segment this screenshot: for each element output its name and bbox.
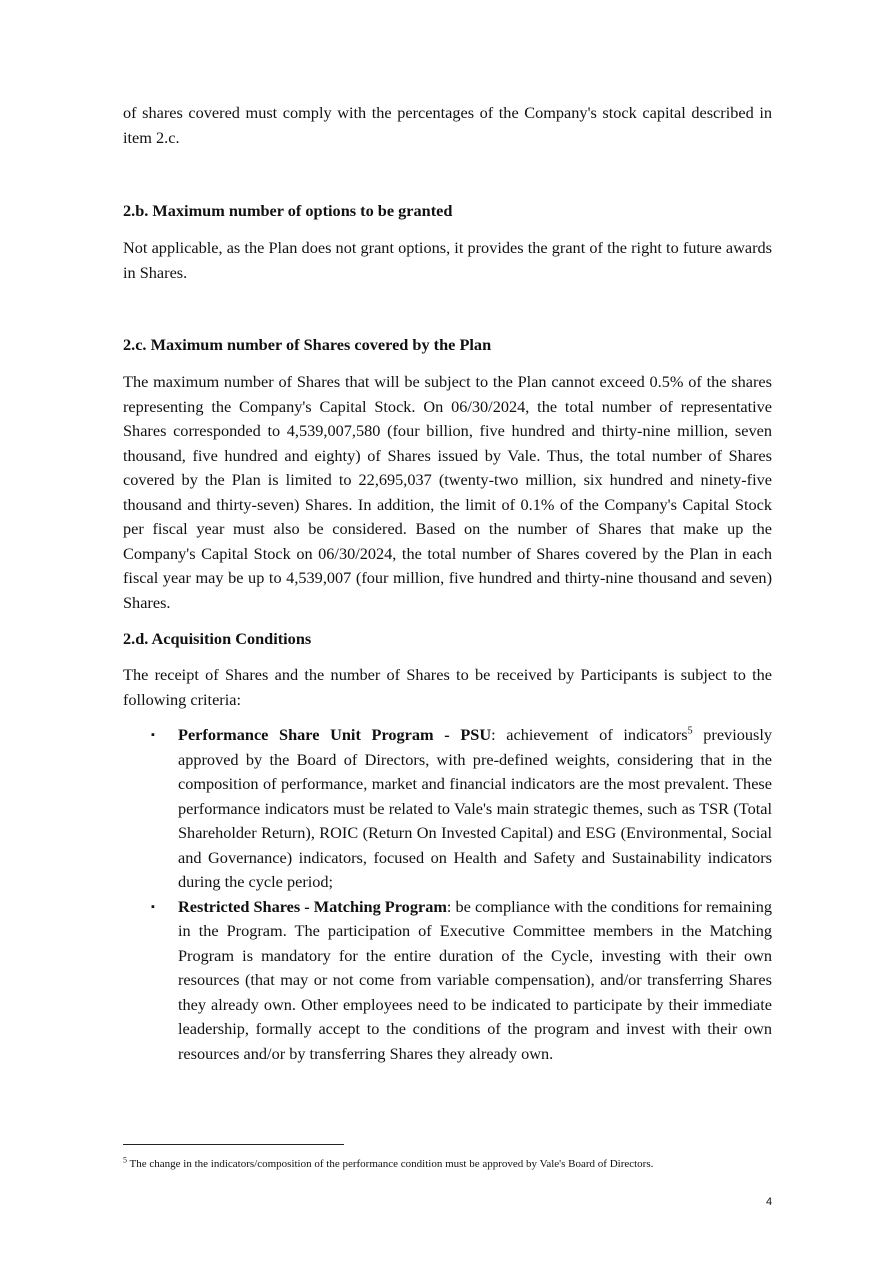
acquisition-criteria-list <box>123 723 772 1066</box>
footnote-reference: 5 <box>687 725 693 737</box>
footnote-text: The change in the indicators/composition of the performance condition must be approved by Vale's Board of Directors. <box>127 1158 654 1170</box>
page-number: 4 <box>766 1196 773 1208</box>
section-2d-heading: 2.d. Acquisition Conditions <box>123 629 312 648</box>
bullet-label: Restricted Shares - Matching Program <box>178 896 447 916</box>
section-2c-heading: 2.c. Maximum number of Shares covered by the Plan <box>123 335 492 354</box>
bullet-square-icon: ▪ <box>151 729 155 741</box>
list-item-psu <box>123 723 772 895</box>
bullet-label: Performance Share Unit Program - PSU <box>178 725 492 744</box>
list-item-matching <box>123 895 772 1067</box>
section-2d-intro: The receipt of Shares and the number of Shares to be received by Participants is subject to the following criteria: <box>123 665 772 709</box>
bullet-text: : be compliance with the conditions for remaining in the Program. The participation of Executive Committee members in the Matching Program is mandatory for the entire duration of the Cycle, investing with their own resources (that may or not come from variable compensation), and/or transferring Shares they already own. Other employees need to be indicated to participate by their immediate leadership, formally accept to the conditions of the program and invest with their own resources and/or by transferring Shares they already own. <box>178 896 773 1063</box>
bullet-text-continued: previously approved by the Board of Directors, with pre-defined weights, considering that in the composition of performance, market and financial indicators are the most prevalent. These performance indicators must be related to Vale's main strategic themes, such as TSR (Total Shareholder Return), ROIC (Return On Invested Capital) and ESG (Environmental, Social and Governance) indicators, focused on Health and Safety and Sustainability indicators during the cycle period; <box>178 725 772 891</box>
intro-paragraph: of shares covered must comply with the percentages of the Company's stock capital described in item 2.c. <box>123 103 772 147</box>
section-2b-heading: 2.b. Maximum number of options to be granted <box>123 201 453 220</box>
bullet-text: : achievement of indicators <box>491 725 688 744</box>
bullet-square-icon: ▪ <box>151 900 155 913</box>
section-2b-paragraph: Not applicable, as the Plan does not grant options, it provides the grant of the right to future awards in Shares. <box>123 238 772 282</box>
section-2c-paragraph: The maximum number of Shares that will be subject to the Plan cannot exceed 0.5% of the shares representing the Company's Capital Stock. On 06/30/2024, the total number of representative Shares corresponded to 4,539,007,580 (four billion, five hundred and thirty-nine million, seven thousand, five hundred and eighty) of Shares issued by Vale. Thus, the total number of Shares covered by the Plan is limited to 22,695,037 (twenty-two million, six hundred and ninety-five thousand and thirty-seven) Shares. In addition, the limit of 0.1% of the Company's Capital Stock per fiscal year must also be considered. Based on the number of Shares that make up the Company's Capital Stock on 06/30/2024, the total number of Shares covered by the Plan in each fiscal year may be up to 4,539,007 (four million, five hundred and thirty-nine thousand and seven) Shares. <box>123 372 772 612</box>
footnote-mark: 5 <box>123 1155 127 1165</box>
footnote <box>123 1157 783 1171</box>
footnote-divider <box>123 1144 344 1145</box>
